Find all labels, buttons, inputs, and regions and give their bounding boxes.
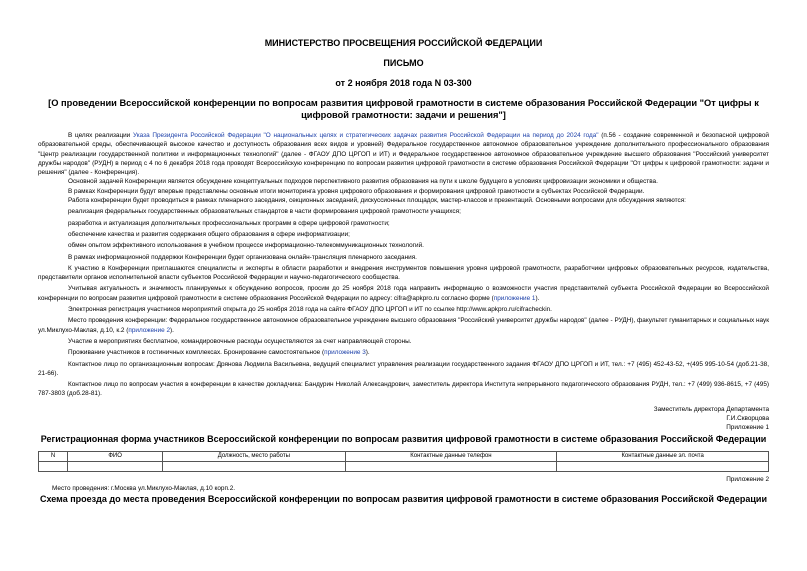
column-header: Контактные данные телефон (345, 451, 557, 461)
paragraph: Электронная регистрация участников мероприятий открыта до 25 ноября 2018 года на сайте ФГАОУ ДПО ЦРГОП и ИТ по ссылке http://www.apkpro.ru/cifracheckin. (68, 306, 552, 314)
paragraph: Контактное лицо по вопросам участия в конференции в качестве докладчика: Бандурин Николай Александрович, заместитель директора Института непрерывного педагогического образования РУДН, тел.: +7 (499) 936-8615, +7 (495) 787-3803 (доб.28-81). (38, 381, 769, 398)
paragraph: Работа конференции будет проводиться в рамках пленарного заседания, секционных заседаний, дискуссионных площадок, мастер-классов и презентаций. Основными вопросами для обсуждения являются: (68, 197, 686, 205)
letter-body (38, 131, 769, 399)
venue-address: Место проведения: г.Москва ул.Миклухо-Маклая, д.10 корп.2. (52, 484, 236, 492)
appendix-3-link[interactable]: приложение 3 (324, 349, 366, 357)
paragraph: Основной задачей Конференции является обсуждение концептуальных подходов перспективного развития образования на пути к школе будущего в условиях цифровизации экономики и общества. (68, 178, 658, 186)
topic-item: обмен опытом эффективного использования в учебном процессе информационно-телекоммуникационных технологий. (68, 242, 424, 250)
ministry-heading: МИНИСТЕРСТВО ПРОСВЕЩЕНИЯ РОССИЙСКОЙ ФЕДЕРАЦИИ (264, 38, 543, 48)
column-header: Контактные данные эл. почта (557, 451, 769, 461)
document-subject: [О проведении Всероссийской конференции по вопросам развития цифровой грамотности в системе образования Российской Федерации "От цифры к цифровой грамотности: задачи и решения"] (48, 98, 759, 120)
table-row (39, 461, 769, 471)
appendix-2-title: Схема проезда до места проведения Всероссийской конференции по вопросам развития цифровой грамотности в системе образования Российской Федерации (40, 493, 767, 504)
topic-item: обеспечение качества и развития содержания общего образования в сфере информатизации; (68, 230, 350, 238)
table-header-row (39, 451, 769, 461)
registration-table (38, 451, 769, 472)
document-date: от 2 ноября 2018 года N 03-300 (335, 78, 472, 88)
appendix-2-link[interactable]: приложение 2 (128, 326, 171, 334)
appendix-1-title: Регистрационная форма участников Всероссийской конференции по вопросам развития цифровой грамотности в системе образования Российской Федерации (40, 433, 767, 444)
column-header: N (39, 451, 68, 461)
column-header: ФИО (68, 451, 163, 461)
document-type: ПИСЬМО (383, 58, 424, 68)
appendix-2-label: Приложение 2 (726, 475, 769, 483)
paragraph: К участию в Конференции приглашаются специалисты и эксперты в области разработки и внедрения инструментов повышения уровня цифровой грамотности, разработчики цифровых образовательных ресурсов, издательства, представители органов исполнительной власти субъектов Российской Федерации и научно-педагогического сообщества. (38, 264, 769, 282)
topic-item: разработка и актуализация дополнительных профессиональных программ в сфере цифровой грамотности; (68, 219, 390, 227)
signature-block (38, 405, 769, 424)
paragraph: В рамках информационной поддержки Конференции будет организована онлайн-трансляция пленарного заседания. (68, 253, 417, 261)
paragraph: В рамках Конференции будут впервые представлены основные итоги мониторинга уровня цифрового образования и формирования цифровой грамотности в субъектах Российской Федерации. (68, 187, 645, 195)
column-header: Должность, место работы (163, 451, 346, 461)
appendix-1-link[interactable]: приложение 1 (493, 294, 536, 302)
paragraph: Контактное лицо по организационным вопросам: Дрянова Людмила Васильевна, ведущий специалист управления реализации государственного задания ФГАОУ ДПО ЦРГОП и ИТ, тел.: +7 (495) 452-43-52, +(495 995-10-54 (доб.21-38, 21-66). (38, 360, 769, 377)
decree-link[interactable]: Указа Президента Российской Федерации "О национальных целях и стратегических задачах развития Российской Федерации на период до 2024 года" (132, 132, 599, 139)
paragraph: Проживание участников в гостиничных комплексах. Бронирование самостоятельное (приложение 3). (68, 349, 370, 357)
topic-item: реализация федеральных государственных образовательных стандартов в части формирования цифровой грамотности учащихся; (68, 208, 461, 216)
paragraph: Место проведения конференции: Федеральное государственное автономное образовательное учреждение высшего образования "Российский университет дружбы народов" (далее - РУДН), факультет гуманитарных и социальных наук ул.Миклухо-Маклая, д.10, к.2 (приложение 2). (38, 317, 769, 334)
paragraph-intro: В целях реализации Указа Президента Российской Федерации "О национальных целях и стратегических задачах развития Российской Федерации на период до 2024 года" (п.56 - создание современной и безопасной цифровой образовательной среды, обеспечивающей высокое качество и доступность образования всех видов и уровней) Федеральное государственное автономное образовательное учреждение дополнительного профессионального образования "Центр реализации государственной политики и информационных технологий" (далее - ФГАОУ ДПО ЦРГОП и ИТ) и Федеральное государственное автономное образовательное учреждение высшего образования "Российский университет дружбы народов" (РУДН) в период с 4 по 6 декабря 2018 года проводят Всероссийскую конференцию по вопросам развития цифровой грамотности в системе образования Российской Федерации "От цифры к цифровой грамотности: задачи и решения" (далее - Конференция). (38, 132, 769, 177)
signer-name: Г.И.Скворцова (726, 415, 769, 423)
appendix-1-label: Приложение 1 (726, 424, 769, 432)
paragraph: Учитывая актуальность и значимость планируемых к обсуждению вопросов, просим до 25 ноября 2018 года направить информацию о возможности участия представителей субъекта Российской Федерации во Всероссийской конференции по вопросам развития цифровой грамотности в системе образования Российской Федерации по адресу: cifra@apkpro.ru согласно форме (приложение 1). (38, 285, 769, 302)
signer-position: Заместитель директора Департамента (653, 405, 769, 413)
paragraph: Участие в мероприятиях бесплатное, командировочные расходы осуществляются за счет направляющей стороны. (68, 337, 412, 345)
